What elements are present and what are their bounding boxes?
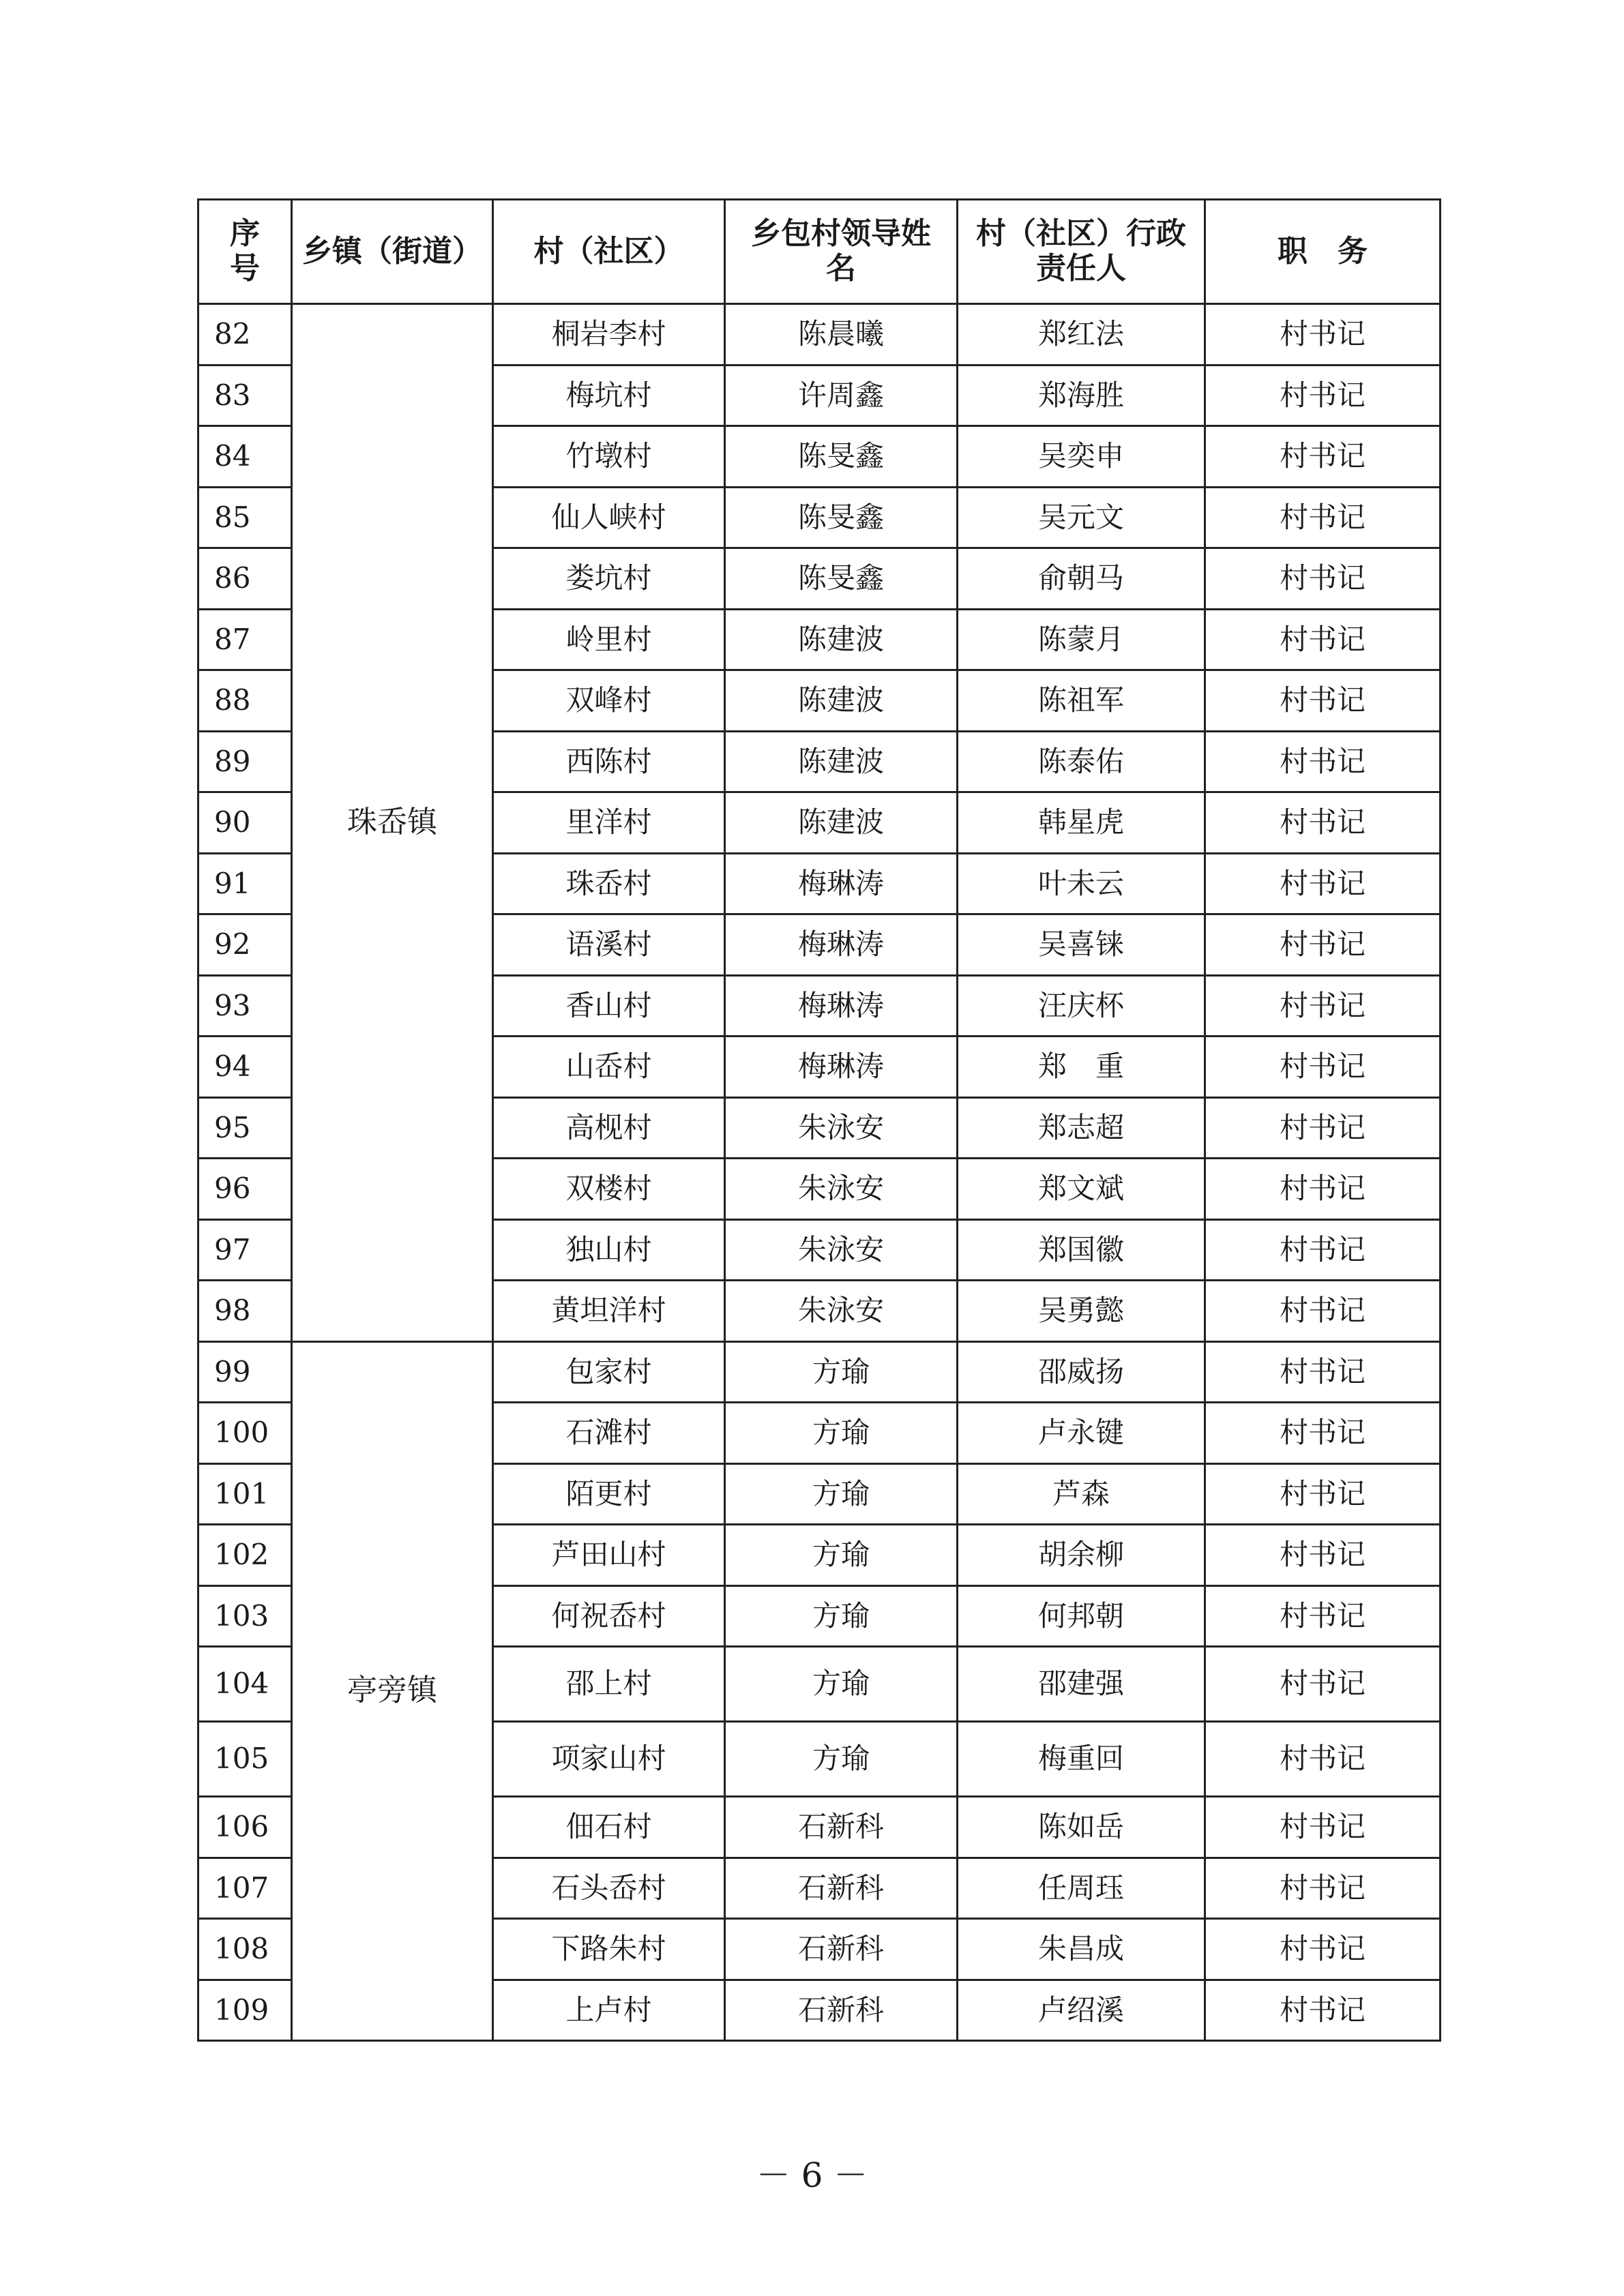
cell-position: 村书记 [1205,1858,1441,1919]
cell-leader: 陈晨曦 [725,304,958,366]
cell-head: 邵威扬 [958,1341,1205,1403]
cell-num: 106 [198,1797,292,1858]
cell-leader: 陈旻鑫 [725,487,958,548]
cell-village: 香山村 [493,975,725,1037]
cell-position: 村书记 [1205,1341,1441,1403]
cell-head: 吴元文 [958,487,1205,548]
cell-head: 陈祖军 [958,670,1205,732]
cell-num: 97 [198,1219,292,1281]
table-row [198,1341,1441,1403]
cell-position: 村书记 [1205,731,1441,792]
cell-position: 村书记 [1205,548,1441,610]
cell-position: 村书记 [1205,304,1441,366]
cell-position: 村书记 [1205,1525,1441,1586]
cell-position: 村书记 [1205,1722,1441,1797]
cell-position: 村书记 [1205,1403,1441,1464]
cell-head: 任周珏 [958,1858,1205,1919]
cell-leader: 石新科 [725,1980,958,2041]
cell-num: 86 [198,548,292,610]
cell-leader: 梅琳涛 [725,1037,958,1098]
cell-position: 村书记 [1205,1219,1441,1281]
cell-village: 包家村 [493,1341,725,1403]
cell-leader: 陈旻鑫 [725,548,958,610]
cell-village: 石滩村 [493,1403,725,1464]
cell-head: 郑国徽 [958,1219,1205,1281]
cell-leader: 陈建波 [725,670,958,732]
cell-head: 陈蒙月 [958,609,1205,670]
cell-num: 100 [198,1403,292,1464]
cell-position: 村书记 [1205,487,1441,548]
cell-position: 村书记 [1205,1980,1441,2041]
cell-village: 石头岙村 [493,1858,725,1919]
cell-leader: 朱泳安 [725,1097,958,1159]
cell-position: 村书记 [1205,426,1441,488]
cell-village: 黄坦洋村 [493,1281,725,1342]
cell-num: 105 [198,1722,292,1797]
cell-head: 吴奕申 [958,426,1205,488]
cell-position: 村书记 [1205,853,1441,914]
cell-head: 韩星虎 [958,792,1205,854]
table-header-row [198,200,1441,304]
cell-leader: 方瑜 [725,1722,958,1797]
cell-leader: 陈旻鑫 [725,426,958,488]
cell-town: 亭旁镇 [292,1341,493,2041]
cell-village: 邵上村 [493,1647,725,1722]
cell-head: 郑 重 [958,1037,1205,1098]
cell-head: 汪庆杯 [958,975,1205,1037]
cell-head: 叶未云 [958,853,1205,914]
cell-leader: 方瑜 [725,1403,958,1464]
cell-village: 佃石村 [493,1797,725,1858]
cell-head: 俞朝马 [958,548,1205,610]
cell-leader: 许周鑫 [725,365,958,426]
cell-village: 仙人峡村 [493,487,725,548]
cell-num: 103 [198,1585,292,1647]
cell-head: 吴喜铼 [958,914,1205,976]
cell-position: 村书记 [1205,1797,1441,1858]
cell-head: 郑海胜 [958,365,1205,426]
cell-position: 村书记 [1205,609,1441,670]
header-leader: 乡包村领导姓名 [725,200,958,304]
cell-village: 珠岙村 [493,853,725,914]
cell-head: 卢永键 [958,1403,1205,1464]
cell-village: 桐岩李村 [493,304,725,366]
table-row [198,304,1441,366]
cell-position: 村书记 [1205,1159,1441,1220]
cell-village: 岭里村 [493,609,725,670]
cell-num: 94 [198,1037,292,1098]
cell-position: 村书记 [1205,1281,1441,1342]
cell-village: 梅坑村 [493,365,725,426]
cell-head: 卢绍溪 [958,1980,1205,2041]
cell-leader: 方瑜 [725,1525,958,1586]
cell-position: 村书记 [1205,1097,1441,1159]
cell-leader: 方瑜 [725,1341,958,1403]
cell-leader: 方瑜 [725,1585,958,1647]
cell-village: 高枧村 [493,1097,725,1159]
cell-num: 82 [198,304,292,366]
cell-head: 郑红法 [958,304,1205,366]
cell-position: 村书记 [1205,1919,1441,1980]
cell-leader: 石新科 [725,1919,958,1980]
cell-village: 上卢村 [493,1980,725,2041]
cell-num: 107 [198,1858,292,1919]
cell-village: 娄坑村 [493,548,725,610]
cell-num: 104 [198,1647,292,1722]
cell-village: 芦田山村 [493,1525,725,1586]
village-responsibility-table [197,198,1441,2042]
cell-leader: 梅琳涛 [725,853,958,914]
cell-num: 95 [198,1097,292,1159]
cell-num: 87 [198,609,292,670]
cell-position: 村书记 [1205,1037,1441,1098]
cell-position: 村书记 [1205,1647,1441,1722]
cell-head: 何邦朝 [958,1585,1205,1647]
cell-village: 西陈村 [493,731,725,792]
cell-num: 102 [198,1525,292,1586]
cell-position: 村书记 [1205,975,1441,1037]
cell-village: 语溪村 [493,914,725,976]
cell-num: 108 [198,1919,292,1980]
cell-village: 下路朱村 [493,1919,725,1980]
cell-head: 陈如岳 [958,1797,1205,1858]
page-number: － 6 － [756,2156,868,2195]
header-town: 乡镇（街道） [292,200,493,304]
cell-leader: 方瑜 [725,1463,958,1525]
cell-position: 村书记 [1205,1463,1441,1525]
cell-num: 101 [198,1463,292,1525]
cell-town: 珠岙镇 [292,304,493,1342]
cell-village: 竹墩村 [493,426,725,488]
cell-num: 99 [198,1341,292,1403]
header-num: 序号 [198,200,292,304]
cell-head: 胡余柳 [958,1525,1205,1586]
header-position: 职 务 [1205,200,1441,304]
cell-leader: 方瑜 [725,1647,958,1722]
cell-num: 96 [198,1159,292,1220]
cell-num: 93 [198,975,292,1037]
cell-head: 邵建强 [958,1647,1205,1722]
cell-leader: 陈建波 [725,792,958,854]
cell-village: 何祝岙村 [493,1585,725,1647]
cell-head: 郑志超 [958,1097,1205,1159]
cell-head: 郑文斌 [958,1159,1205,1220]
cell-num: 89 [198,731,292,792]
cell-num: 83 [198,365,292,426]
cell-leader: 朱泳安 [725,1159,958,1220]
cell-head: 陈泰佑 [958,731,1205,792]
cell-village: 双楼村 [493,1159,725,1220]
cell-village: 陌更村 [493,1463,725,1525]
cell-position: 村书记 [1205,1585,1441,1647]
cell-num: 88 [198,670,292,732]
cell-leader: 石新科 [725,1797,958,1858]
cell-position: 村书记 [1205,792,1441,854]
cell-num: 90 [198,792,292,854]
cell-head: 梅重回 [958,1722,1205,1797]
cell-position: 村书记 [1205,670,1441,732]
cell-village: 双峰村 [493,670,725,732]
cell-village: 独山村 [493,1219,725,1281]
cell-village: 里洋村 [493,792,725,854]
cell-num: 98 [198,1281,292,1342]
cell-position: 村书记 [1205,914,1441,976]
cell-leader: 朱泳安 [725,1219,958,1281]
table-body [198,304,1441,2041]
cell-leader: 梅琳涛 [725,914,958,976]
cell-leader: 陈建波 [725,731,958,792]
cell-position: 村书记 [1205,365,1441,426]
cell-leader: 朱泳安 [725,1281,958,1342]
cell-leader: 陈建波 [725,609,958,670]
cell-num: 85 [198,487,292,548]
cell-village: 山岙村 [493,1037,725,1098]
cell-num: 92 [198,914,292,976]
header-village: 村（社区） [493,200,725,304]
cell-leader: 石新科 [725,1858,958,1919]
cell-num: 109 [198,1980,292,2041]
cell-village: 项家山村 [493,1722,725,1797]
cell-num: 84 [198,426,292,488]
header-head: 村（社区）行政责任人 [958,200,1205,304]
cell-head: 芦森 [958,1463,1205,1525]
cell-num: 91 [198,853,292,914]
cell-leader: 梅琳涛 [725,975,958,1037]
cell-head: 朱昌成 [958,1919,1205,1980]
cell-head: 吴勇懿 [958,1281,1205,1342]
